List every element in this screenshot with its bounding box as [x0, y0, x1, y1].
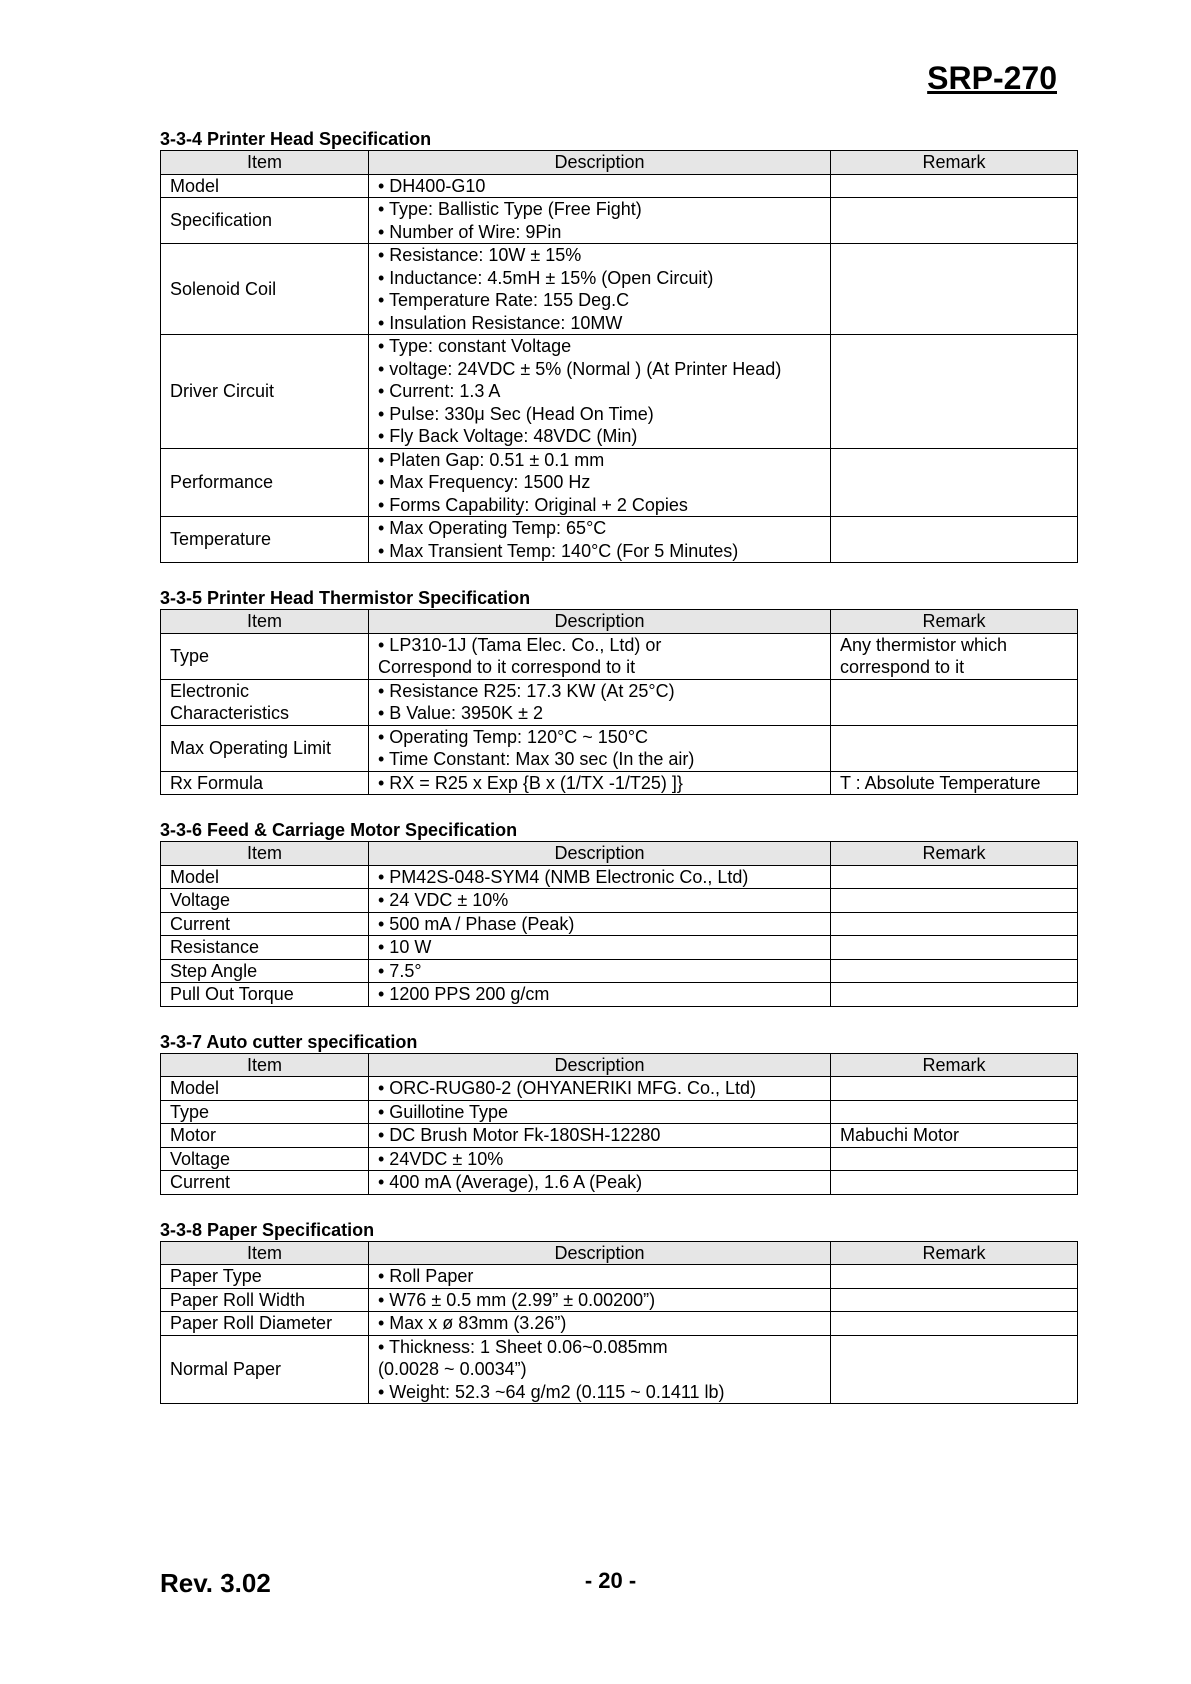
row-remark-cell	[831, 335, 1078, 449]
section-thermistor	[160, 587, 1078, 795]
table-row	[161, 1265, 1078, 1289]
table-row	[161, 983, 1078, 1007]
table-row	[161, 912, 1078, 936]
section-paper	[160, 1219, 1078, 1405]
column-header-description: Description	[369, 610, 831, 634]
row-description-cell: • Thickness: 1 Sheet 0.06~0.085mm (0.0028 ~ 0.0034”) • Weight: 52.3 ~64 g/m2 (0.115 ~ 0.1411 lb)	[369, 1335, 831, 1404]
spec-table	[160, 150, 1078, 563]
row-description-cell: • Resistance R25: 17.3 KW (At 25°C) • B Value: 3950K ± 2	[369, 679, 831, 725]
row-item-cell: Motor	[161, 1124, 369, 1148]
row-description-cell: • DC Brush Motor Fk-180SH-12280	[369, 1124, 831, 1148]
row-description-cell: • ORC-RUG80-2 (OHYANERIKI MFG. Co., Ltd)	[369, 1077, 831, 1101]
row-description-cell: • 500 mA / Phase (Peak)	[369, 912, 831, 936]
row-item-cell: Type	[161, 633, 369, 679]
row-description-cell: • LP310-1J (Tama Elec. Co., Ltd) or Correspond to it correspond to it	[369, 633, 831, 679]
table-row	[161, 517, 1078, 563]
column-header-item: Item	[161, 610, 369, 634]
column-header-description: Description	[369, 1053, 831, 1077]
row-item-cell: Rx Formula	[161, 771, 369, 795]
section-title: 3-3-6 Feed & Carriage Motor Specification	[160, 820, 518, 840]
row-remark-cell	[831, 936, 1078, 960]
row-item-cell: Max Operating Limit	[161, 725, 369, 771]
row-description-cell: • 24 VDC ± 10%	[369, 889, 831, 913]
section-title: 3-3-8 Paper Specification	[160, 1219, 375, 1240]
page-number-text: - 20 -	[584, 1568, 637, 1593]
column-header-description: Description	[369, 151, 831, 175]
section-printer-head	[160, 128, 1078, 563]
row-remark-cell	[831, 679, 1078, 725]
row-description-cell: • DH400-G10	[369, 174, 831, 198]
table-row	[161, 1100, 1078, 1124]
row-item-cell: Performance	[161, 448, 369, 517]
row-item-cell: Normal Paper	[161, 1335, 369, 1404]
row-item-cell: Current	[161, 912, 369, 936]
column-header-item: Item	[161, 1241, 369, 1265]
spec-table	[160, 841, 1078, 1007]
row-description-cell: • Operating Temp: 120°C ~ 150°C • Time Constant: Max 30 sec (In the air)	[369, 725, 831, 771]
row-description-cell: • 10 W	[369, 936, 831, 960]
row-remark-cell	[831, 1265, 1078, 1289]
table-row	[161, 1171, 1078, 1195]
row-remark-cell	[831, 1100, 1078, 1124]
row-remark-cell	[831, 198, 1078, 244]
table-row	[161, 959, 1078, 983]
row-item-cell: Resistance	[161, 936, 369, 960]
table-row	[161, 771, 1078, 795]
row-item-cell: Temperature	[161, 517, 369, 563]
row-remark-cell	[831, 865, 1078, 889]
row-remark-cell	[831, 517, 1078, 563]
row-remark-cell	[831, 1312, 1078, 1336]
row-item-cell: Model	[161, 1077, 369, 1101]
spec-table	[160, 1241, 1078, 1405]
row-description-cell: • Roll Paper	[369, 1265, 831, 1289]
row-description-cell: • 400 mA (Average), 1.6 A (Peak)	[369, 1171, 831, 1195]
row-item-cell: Specification	[161, 198, 369, 244]
row-remark-cell: Any thermistor which correspond to it	[831, 633, 1078, 679]
row-item-cell: Solenoid Coil	[161, 244, 369, 335]
row-description-cell: • 1200 PPS 200 g/cm	[369, 983, 831, 1007]
column-header-description: Description	[369, 842, 831, 866]
table-row	[161, 448, 1078, 517]
row-item-cell: Paper Roll Diameter	[161, 1312, 369, 1336]
column-header-item: Item	[161, 842, 369, 866]
row-remark-cell	[831, 174, 1078, 198]
column-header-remark: Remark	[831, 1053, 1078, 1077]
section-title: 3-3-4 Printer Head Specification	[160, 129, 432, 149]
table-row	[161, 1077, 1078, 1101]
table-row	[161, 198, 1078, 244]
table-row	[161, 1288, 1078, 1312]
row-remark-cell	[831, 725, 1078, 771]
column-header-description: Description	[369, 1241, 831, 1265]
table-row	[161, 1124, 1078, 1148]
table-row	[161, 865, 1078, 889]
row-description-cell: • W76 ± 0.5 mm (2.99” ± 0.00200”)	[369, 1288, 831, 1312]
row-description-cell: • Type: constant Voltage • voltage: 24VDC ± 5% (Normal ) (At Printer Head) • Current: 1.3 A • Pulse: 330μ Sec (Head On Time) • Fly Back Voltage: 48VDC (Min)	[369, 335, 831, 449]
table-row	[161, 679, 1078, 725]
row-item-cell: Voltage	[161, 1147, 369, 1171]
row-item-cell: Model	[161, 174, 369, 198]
row-remark-cell	[831, 912, 1078, 936]
column-header-remark: Remark	[831, 1241, 1078, 1265]
table-row	[161, 936, 1078, 960]
row-remark-cell	[831, 1335, 1078, 1404]
row-description-cell: • Resistance: 10W ± 15% • Inductance: 4.5mH ± 15% (Open Circuit) • Temperature Rate: 155 Deg.C • Insulation Resistance: 10MW	[369, 244, 831, 335]
spec-content	[160, 128, 1078, 1428]
table-row	[161, 1335, 1078, 1404]
row-description-cell: • Max x ø 83mm (3.26”)	[369, 1312, 831, 1336]
table-row	[161, 1147, 1078, 1171]
row-remark-cell	[831, 1077, 1078, 1101]
table-row	[161, 889, 1078, 913]
table-row	[161, 244, 1078, 335]
row-description-cell: • PM42S-048-SYM4 (NMB Electronic Co., Ltd)	[369, 865, 831, 889]
column-header-remark: Remark	[831, 842, 1078, 866]
table-row	[161, 633, 1078, 679]
row-remark-cell	[831, 983, 1078, 1007]
row-remark-cell: T : Absolute Temperature	[831, 771, 1078, 795]
row-item-cell: Current	[161, 1171, 369, 1195]
section-title: 3-3-7 Auto cutter specification	[160, 1031, 418, 1052]
row-remark-cell	[831, 448, 1078, 517]
row-item-cell: Step Angle	[161, 959, 369, 983]
table-row	[161, 335, 1078, 449]
row-remark-cell	[831, 244, 1078, 335]
row-description-cell: • Max Operating Temp: 65°C • Max Transient Temp: 140°C (For 5 Minutes)	[369, 517, 831, 563]
row-remark-cell	[831, 1147, 1078, 1171]
column-header-item: Item	[161, 1053, 369, 1077]
section-motor	[160, 819, 1078, 1007]
row-item-cell: Voltage	[161, 889, 369, 913]
row-item-cell: Paper Roll Width	[161, 1288, 369, 1312]
revision-label: Rev. 3.02	[160, 1568, 271, 1598]
row-item-cell: Driver Circuit	[161, 335, 369, 449]
table-row	[161, 725, 1078, 771]
column-header-item: Item	[161, 151, 369, 175]
row-description-cell: • 7.5°	[369, 959, 831, 983]
document-model-title: SRP-270	[927, 60, 1057, 96]
row-description-cell: • RX = R25 x Exp {B x (1/TX -1/T25) ]}	[369, 771, 831, 795]
row-item-cell: Pull Out Torque	[161, 983, 369, 1007]
row-remark-cell	[831, 1288, 1078, 1312]
row-item-cell: Type	[161, 1100, 369, 1124]
row-description-cell: • Type: Ballistic Type (Free Fight) • Number of Wire: 9Pin	[369, 198, 831, 244]
row-item-cell: Electronic Characteristics	[161, 679, 369, 725]
section-auto-cutter	[160, 1031, 1078, 1195]
page-number	[0, 1568, 1191, 1594]
row-remark-cell: Mabuchi Motor	[831, 1124, 1078, 1148]
spec-table	[160, 1053, 1078, 1195]
row-description-cell: • Platen Gap: 0.51 ± 0.1 mm • Max Frequency: 1500 Hz • Forms Capability: Original + 2 Copies	[369, 448, 831, 517]
row-description-cell: • Guillotine Type	[369, 1100, 831, 1124]
row-description-cell: • 24VDC ± 10%	[369, 1147, 831, 1171]
column-header-remark: Remark	[831, 610, 1078, 634]
row-remark-cell	[831, 959, 1078, 983]
row-remark-cell	[831, 1171, 1078, 1195]
section-title: 3-3-5 Printer Head Thermistor Specification	[160, 588, 531, 608]
row-remark-cell	[831, 889, 1078, 913]
row-item-cell: Model	[161, 865, 369, 889]
column-header-remark: Remark	[831, 151, 1078, 175]
spec-table	[160, 609, 1078, 795]
table-row	[161, 1312, 1078, 1336]
table-row	[161, 174, 1078, 198]
row-item-cell: Paper Type	[161, 1265, 369, 1289]
